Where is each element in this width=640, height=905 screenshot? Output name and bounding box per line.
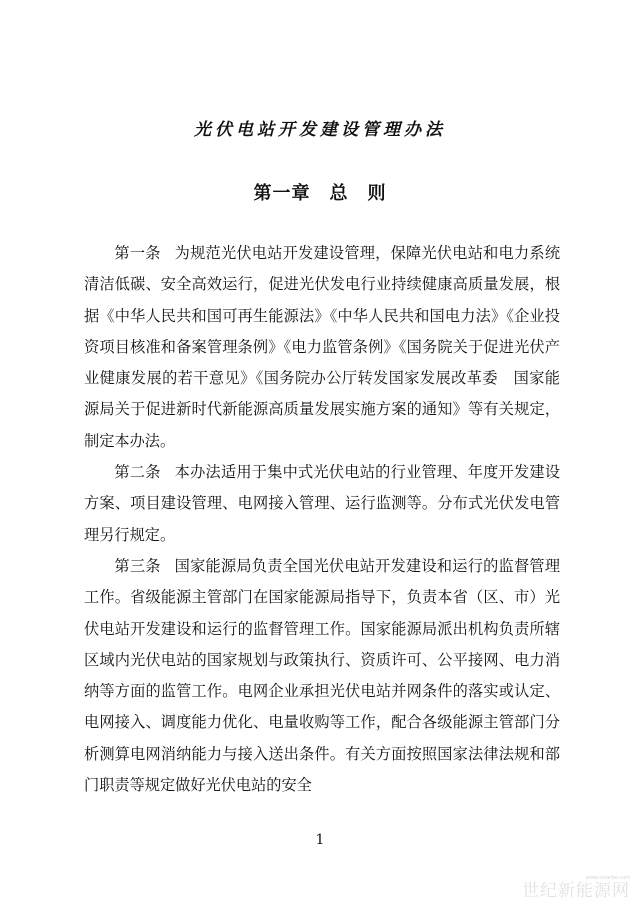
article-2: [84, 457, 560, 551]
article-text: 本办法适用于集中式光伏电站的行业管理、年度开发建设方案、项目建设管理、电网接入管理、运行监测等。分布式光伏发电管理另行规定。: [84, 463, 561, 544]
article-1: [84, 238, 560, 457]
page-number: 1: [315, 832, 325, 848]
article-number: 第一条: [114, 244, 161, 262]
watermark-logo: [514, 875, 634, 901]
watermark-url: www.solarbe.com: [585, 875, 630, 881]
article-3: [84, 551, 560, 801]
watermark-name: 世纪新能源网: [522, 881, 630, 901]
article-number: 第三条: [114, 556, 161, 575]
chapter-heading: 第一章 总 则: [253, 183, 387, 204]
article-text: 为规范光伏电站开发建设管理，保障光伏电站和电力系统清洁低碳、安全高效运行，促进光伏发电行业持续健康高质量发展，根据《中华人民共和国可再生能源法》《中华人民共和国电力法》《企业投资项目核准和备案管理条例》《电力监管条例》《国务院关于促进光伏产业健康发展的若干意见》《国务院办公厅转发国家发展改革委 国家能源局关于促进新时代新能源高质量发展实施方案的通知》等有关规定，制定本办法。: [84, 244, 561, 450]
document-title: 光伏电站开发建设管理办法: [194, 120, 446, 140]
article-text: 国家能源局负责全国光伏电站开发建设和运行的监督管理工作。省级能源主管部门在国家能源局指导下，负责本省（区、市）光伏电站开发建设和运行的监督管理工作。国家能源局派出机构负责所辖区域内光伏电站的国家规划与政策执行、资质许可、公平接网、电力消纳等方面的监管工作。电网企业承担光伏电站并网条件的落实或认定、电网接入、调度能力优化、电量收购等工作，配合各级能源主管部门分析测算电网消纳能力与接入送出条件。有关方面按照国家法律法规和部门职责等规定做好光伏电站的安全: [84, 556, 561, 795]
article-number: 第二条: [114, 463, 161, 482]
document-body: [84, 238, 560, 801]
